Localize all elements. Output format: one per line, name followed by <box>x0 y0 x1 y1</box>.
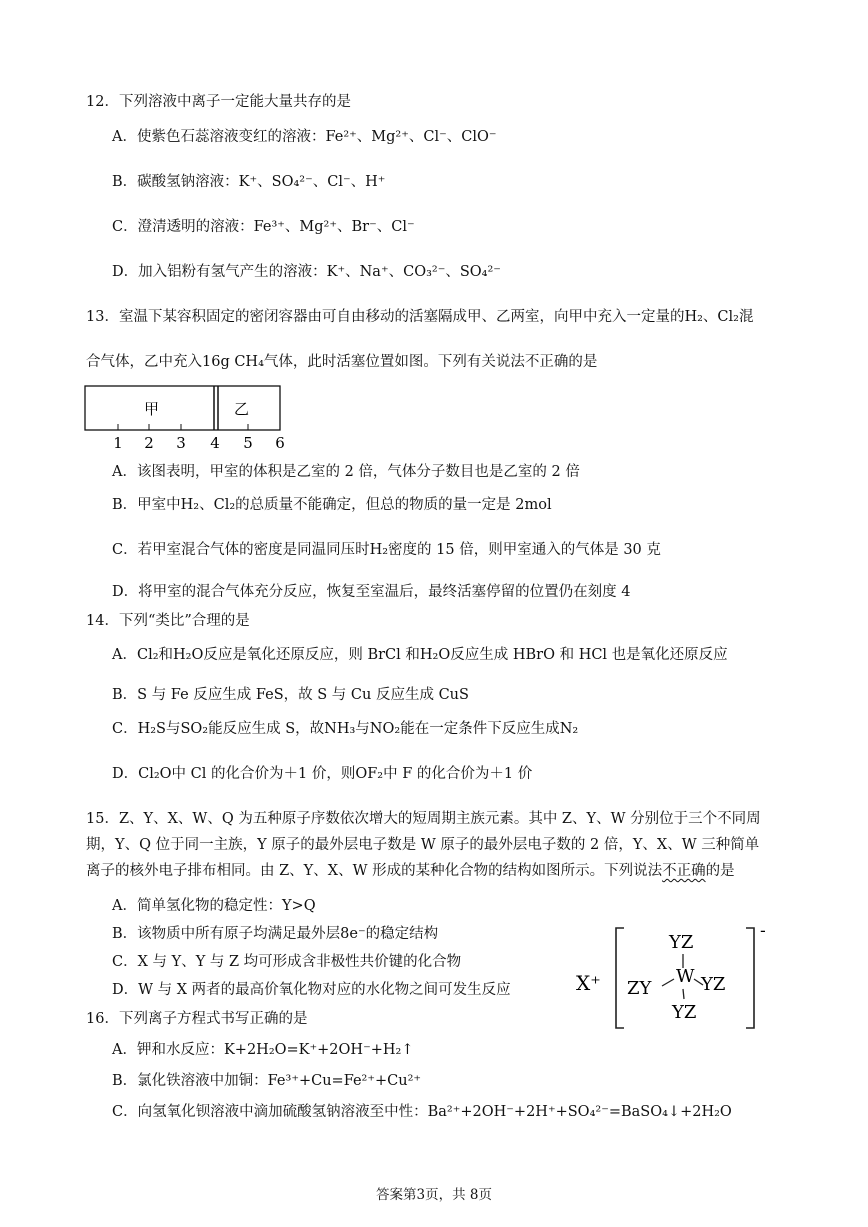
top-group: YZ <box>669 932 694 953</box>
q15-option-d: D．W 与 X 两者的最高价氧化物对应的水化物之间可发生反应 <box>112 982 511 998</box>
tick-label: 5 <box>243 434 253 452</box>
page-footer: 答案第3页，共 8页 <box>376 1187 492 1203</box>
cation-label: X⁺ <box>576 971 601 995</box>
q13-stem-line2: 合气体，乙中充入16g CH₄气体，此时活塞位置如图。下列有关说法不正确的是 <box>86 354 598 370</box>
q12-option-a: A．使紫色石蕊溶液变红的溶液：Fe²⁺、Mg²⁺、Cl⁻、ClO⁻ <box>112 129 497 145</box>
q12-option-d: D．加入铝粉有氢气产生的溶液：K⁺、Na⁺、CO₃²⁻、SO₄²⁻ <box>112 264 501 280</box>
piston-container-diagram <box>84 384 289 454</box>
tick-label: 4 <box>210 434 220 452</box>
right-group: YZ <box>701 974 726 995</box>
q16-stem: 16．下列离子方程式书写正确的是 <box>86 1011 308 1027</box>
left-group: ZY <box>627 978 652 999</box>
q14-option-a: A．Cl₂和H₂O反应是氧化还原反应，则 BrCl 和H₂O反应生成 HBrO 和 HCl 也是氧化还原反应 <box>112 647 728 663</box>
q15-stem-line1: 15．Z、Y、X、W、Q 为五种原子序数依次增大的短周期主族元素。其中 Z、Y、W 分别位于三个不同周 <box>86 811 761 827</box>
q14-option-c: C．H₂S与SO₂能反应生成 S，故NH₃与NO₂能在一定条件下反应生成N₂ <box>112 721 579 737</box>
q13-option-c: C．若甲室混合气体的密度是同温同压时H₂密度的 15 倍，则甲室通入的气体是 30 克 <box>112 542 661 558</box>
q15-option-b: B．该物质中所有原子均满足最外层8e⁻的稳定结构 <box>112 926 439 942</box>
q14-stem: 14．下列“类比”合理的是 <box>86 613 250 629</box>
q15-stem-line3: 离子的核外电子排布相同。由 Z、Y、X、W 形成的某种化合物的结构如图所示。下列说法不正确的是 <box>86 863 735 879</box>
q12-option-b: B．碳酸氢钠溶液：K⁺、SO₄²⁻、Cl⁻、H⁺ <box>112 174 386 190</box>
q13-stem-line1: 13．室温下某容积固定的密闭容器由可自由移动的活塞隔成甲、乙两室，向甲中充入一定量的H₂、Cl₂混 <box>86 309 754 325</box>
center-atom: W <box>676 966 695 987</box>
anion-charge: - <box>760 922 766 940</box>
q15-stem-line2: 期，Y、Q 位于同一主族，Y 原子的最外层电子数是 W 原子的最外层电子数的 2 倍，Y、X、W 三种简单 <box>86 837 760 853</box>
q12-option-c: C．澄清透明的溶液：Fe³⁺、Mg²⁺、Br⁻、Cl⁻ <box>112 219 415 235</box>
emphasis-not-correct: 不正确 <box>662 863 706 879</box>
tick-label: 3 <box>176 434 186 452</box>
q13-option-a: A．该图表明，甲室的体积是乙室的 2 倍，气体分子数目也是乙室的 2 倍 <box>112 464 580 480</box>
chamber-yi-label: 乙 <box>234 400 250 418</box>
q12-stem: 12．下列溶液中离子一定能大量共存的是 <box>86 94 351 110</box>
q14-option-b: B．S 与 Fe 反应生成 FeS，故 S 与 Cu 反应生成 CuS <box>112 687 469 703</box>
q16-option-c: C．向氢氧化钡溶液中滴加硫酸氢钠溶液至中性：Ba²⁺+2OH⁻+2H⁺+SO₄²⁻=BaSO₄↓+2H₂O <box>112 1104 732 1120</box>
tick-label: 2 <box>144 434 154 452</box>
tick-label: 1 <box>113 434 123 452</box>
tick-label: 6 <box>275 434 285 452</box>
chamber-jia-label: 甲 <box>144 400 160 418</box>
q15-option-a: A．简单氢化物的稳定性：Y>Q <box>112 898 316 914</box>
bottom-group: YZ <box>672 1002 697 1023</box>
q13-option-d: D．将甲室的混合气体充分反应，恢复至室温后，最终活塞停留的位置仍在刻度 4 <box>112 584 631 600</box>
q14-option-d: D．Cl₂O中 Cl 的化合价为＋1 价，则OF₂中 F 的化合价为＋1 价 <box>112 766 533 782</box>
q16-option-a: A．钾和水反应：K+2H₂O=K⁺+2OH⁻+H₂↑ <box>112 1042 414 1058</box>
compound-structure-diagram <box>570 922 775 1034</box>
q15-option-c: C．X 与 Y、Y 与 Z 均可形成含非极性共价键的化合物 <box>112 954 462 970</box>
q13-option-b: B．甲室中H₂、Cl₂的总质量不能确定，但总的物质的量一定是 2mol <box>112 497 552 513</box>
q16-option-b: B．氯化铁溶液中加铜：Fe³⁺+Cu=Fe²⁺+Cu²⁺ <box>112 1073 422 1089</box>
